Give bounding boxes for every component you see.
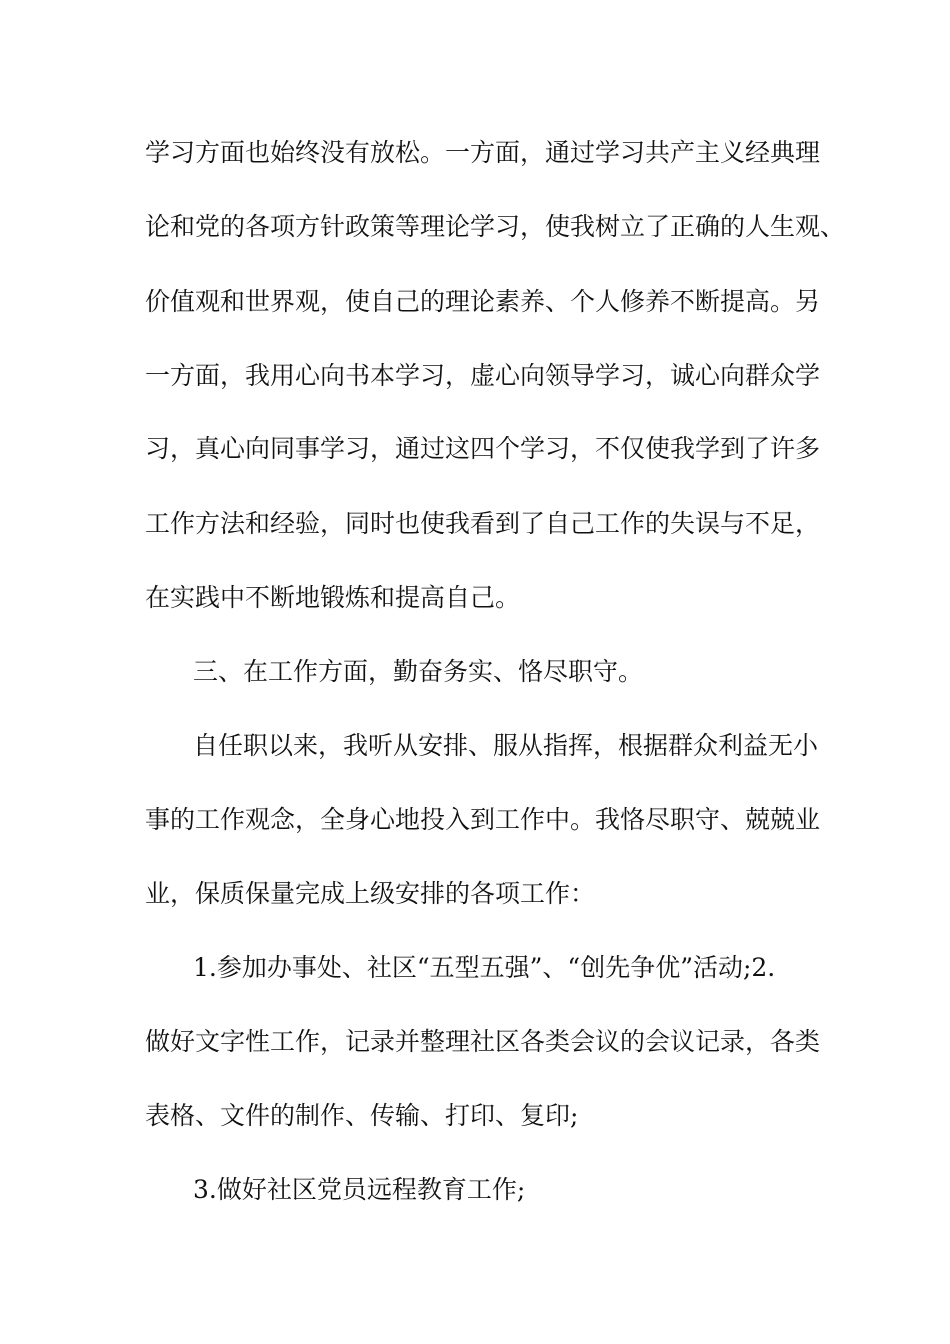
- paragraph-line: 价值观和世界观，使自己的理论素养、个人修养不断提高。另: [145, 287, 821, 316]
- paragraph-line: 工作方法和经验，同时也使我看到了自己工作的失误与不足，: [145, 509, 821, 538]
- list-item-line: 3.做好社区党员远程教育工作;: [193, 1175, 526, 1204]
- paragraph-line: 自任职以来，我听从安排、服从指挥，根据群众利益无小: [193, 731, 819, 760]
- section-heading: 三、在工作方面，勤奋务实、恪尽职守。: [193, 657, 644, 686]
- paragraph-line: 学习方面也始终没有放松。一方面，通过学习共产主义经典理: [145, 138, 821, 167]
- list-item-line: 1.参加办事处、社区“五型五强”、“创先争优”活动;2.: [193, 953, 776, 982]
- paragraph-line: 论和党的各项方针政策等理论学习，使我树立了正确的人生观、: [145, 212, 846, 241]
- paragraph-line: 事的工作观念，全身心地投入到工作中。我恪尽职守、兢兢业: [145, 805, 821, 834]
- list-item-line: 做好文字性工作，记录并整理社区各类会议的会议记录，各类: [145, 1027, 821, 1056]
- list-item-line: 表格、文件的制作、传输、打印、复印;: [145, 1101, 579, 1130]
- paragraph-line: 习，真心向同事学习，通过这四个学习，不仅使我学到了许多: [145, 434, 821, 463]
- paragraph-line: 在实践中不断地锻炼和提高自己。: [145, 583, 521, 612]
- paragraph-line: 一方面，我用心向书本学习，虚心向领导学习，诚心向群众学: [145, 361, 821, 390]
- paragraph-line: 业，保质保量完成上级安排的各项工作：: [145, 879, 596, 908]
